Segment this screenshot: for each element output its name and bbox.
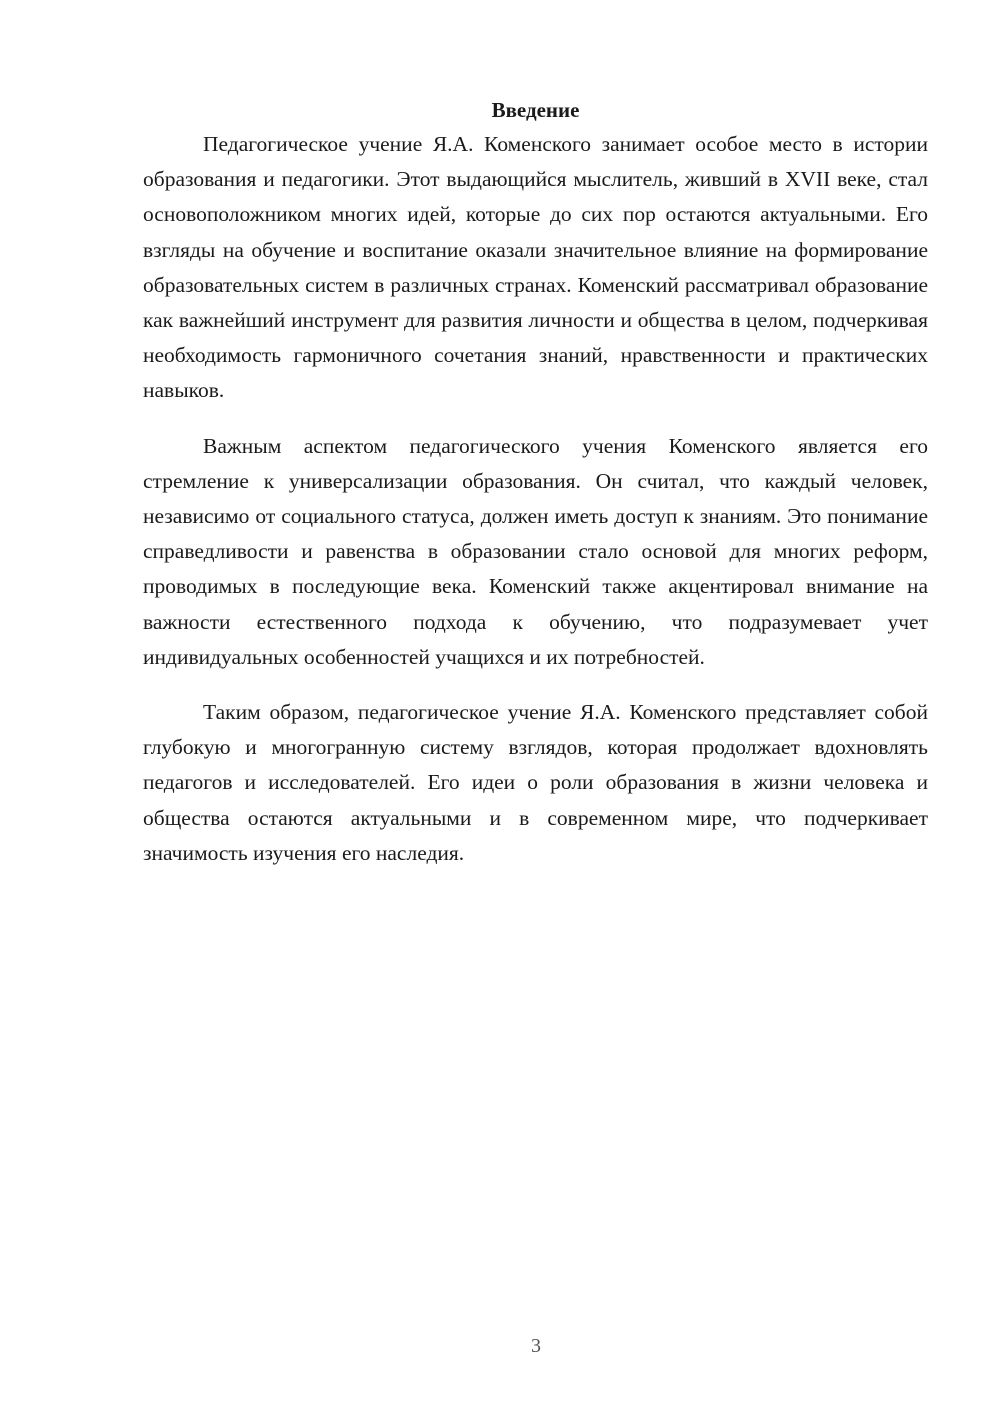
paragraph-3: Таким образом, педагогическое учение Я.А. Коменского представляет собой глубокую и многогранную систему взглядов, которая продолжает вдохновлять педагогов и исследователей. Его идеи о роли образования в жизни человека и общества остаются актуальными и в современном мире, что подчеркивает значимость изучения его наследия. [143, 700, 928, 865]
paragraph-1: Педагогическое учение Я.А. Коменского занимает особое место в истории образования и педагогики. Этот выдающийся мыслитель, живший в XVII веке, стал основоположником многих идей, которые до сих пор остаются актуальными. Его взгляды на обучение и воспитание оказали значительное влияние на формирование образовательных систем в различных странах. Коменский рассматривал образование как важнейший инструмент для развития личности и общества в целом, подчеркивая необходимость гармоничного сочетания знаний, нравственности и практических навыков. [143, 132, 928, 403]
page-number: 3 [531, 1335, 541, 1357]
page-content [143, 95, 928, 891]
paragraph-2: Важным аспектом педагогического учения Коменского является его стремление к универсализации образования. Он считал, что каждый человек, независимо от социального статуса, должен иметь доступ к знаниям. Это понимание справедливости и равенства в образовании стало основой для многих реформ, проводимых в последующие века. Коменский также акцентировал внимание на важности естественного подхода к обучению, что подразумевает учет индивидуальных особенностей учащихся и их потребностей. [143, 433, 928, 669]
section-heading: Введение [491, 98, 580, 122]
